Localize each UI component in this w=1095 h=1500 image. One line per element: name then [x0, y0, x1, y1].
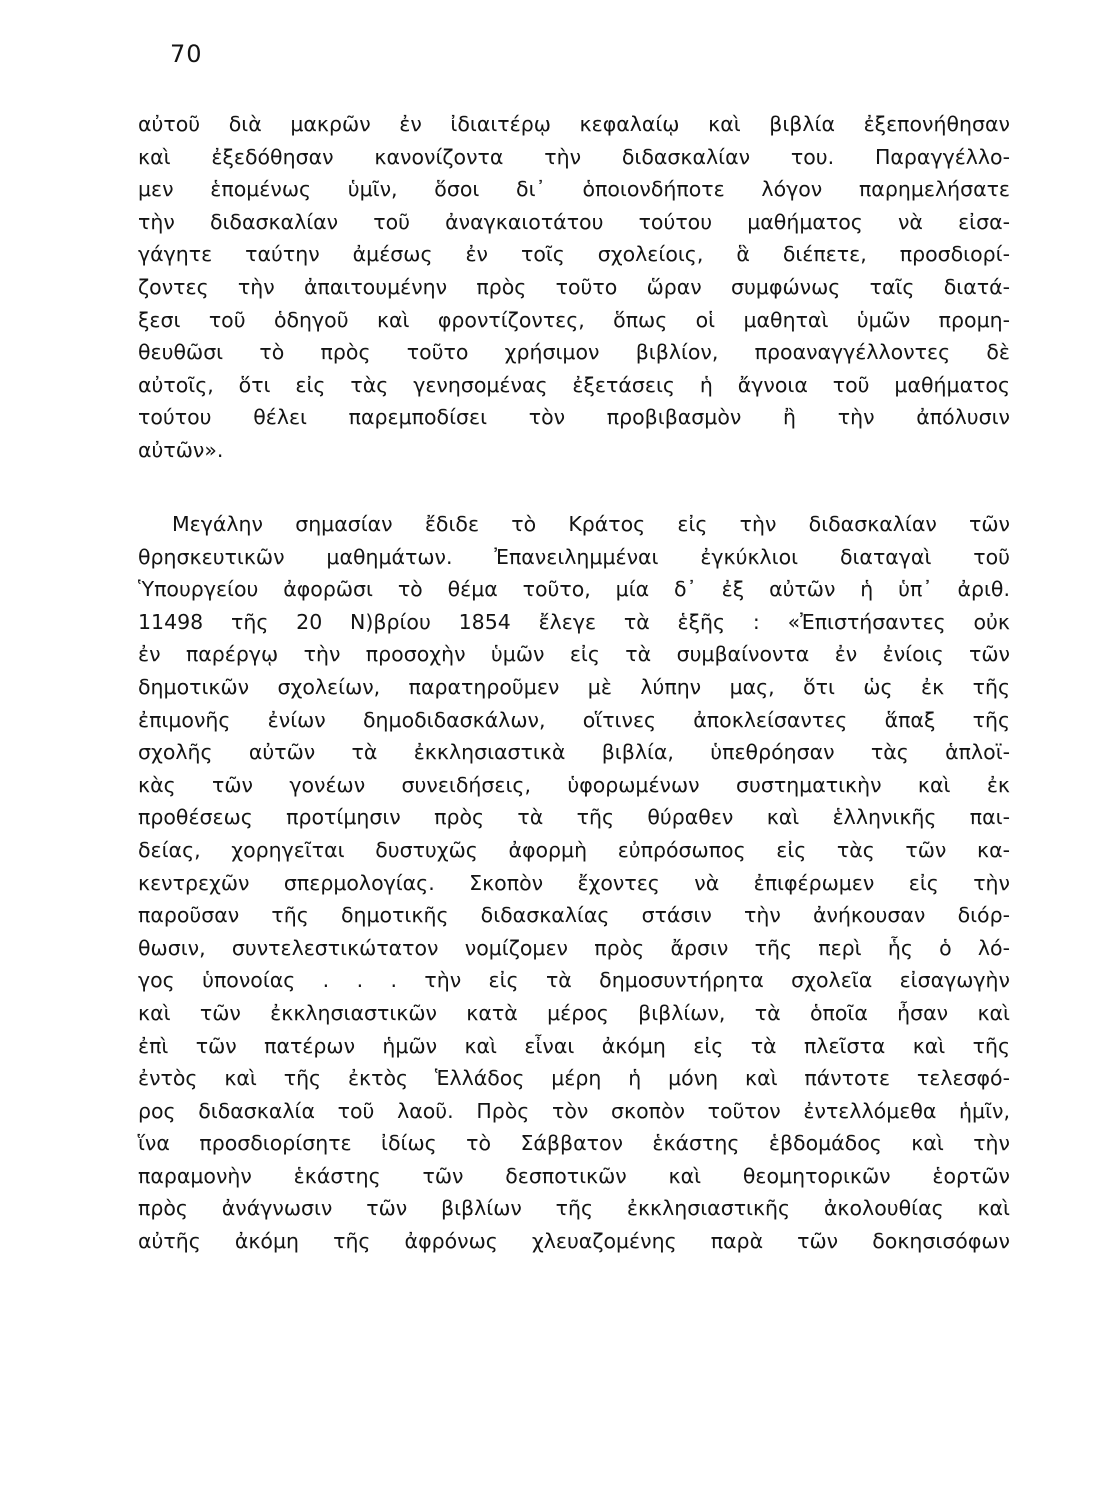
- text-line: ζοντες τὴν ἀπαιτουμένην πρὸς τοῦτο ὥραν συμφώνως ταῖς διατά-: [138, 274, 1010, 299]
- text-line: αὐτοῦ διὰ μακρῶν ἐν ἰδιαιτέρῳ κεφαλαίῳ καὶ βιβλία ἐξεπονήθησαν: [138, 112, 1010, 136]
- text-line: γος ὑπονοίας . . . τὴν εἰς τὰ δημοσυντήρητα σχολεῖα εἰσαγωγὴν: [138, 968, 1010, 993]
- text-line: τούτου θέλει παρεμποδίσει τὸν προβιβασμὸν ἢ τὴν ἀπόλυσιν: [138, 405, 1010, 430]
- text-line: θρησκευτικῶν μαθημάτων. Ἐπανειλημμέναι ἐγκύκλιοι διαταγαὶ τοῦ: [138, 544, 1010, 569]
- text-line: ρος διδασκαλία τοῦ λαοῦ. Πρὸς τὸν σκοπὸν τοῦτον ἐντελλόμεθα ἡμῖν,: [138, 1098, 1010, 1123]
- text-line: προθέσεως προτίμησιν πρὸς τὰ τῆς θύραθεν καὶ ἑλληνικῆς παι-: [138, 805, 1010, 830]
- text-line: καὶ τῶν ἐκκλησιαστικῶν κατὰ μέρος βιβλίων, τὰ ὁποῖα ἦσαν καὶ: [138, 1000, 1010, 1025]
- text-line: θευθῶσι τὸ πρὸς τοῦτο χρήσιμον βιβλίον, προαναγγέλλοντες δὲ: [138, 340, 1010, 365]
- text-line: ἐν παρέργῳ τὴν προσοχὴν ὑμῶν εἰς τὰ συμβαίνοντα ἐν ἐνίοις τῶν: [138, 642, 1010, 667]
- paragraph-1: [138, 108, 1010, 467]
- text-line: αὐτῶν».: [138, 437, 224, 462]
- text-line: μεν ἑπομένως ὑμῖν, ὅσοι δι᾿ ὁποιονδήποτε λόγον παρημελήσατε: [138, 177, 1010, 202]
- text-line: ἵνα προσδιορίσητε ἰδίως τὸ Σάββατον ἑκάστης ἑβδομάδος καὶ τὴν: [138, 1131, 1010, 1156]
- page-number: 70: [170, 40, 203, 68]
- paragraph-2: [138, 508, 1010, 1258]
- text-line: παροῦσαν τῆς δημοτικῆς διδασκαλίας στάσιν τὴν ἀνήκουσαν διόρ-: [138, 903, 1010, 928]
- text-line: τὴν διδασκαλίαν τοῦ ἀναγκαιοτάτου τούτου μαθήματος νὰ εἰσα-: [138, 209, 1010, 234]
- text-line: ἐπιμονῆς ἐνίων δημοδιδασκάλων, οἵτινες ἀποκλείσαντες ἅπαξ τῆς: [138, 707, 1010, 732]
- text-line: Μεγάλην σημασίαν ἔδιδε τὸ Κράτος εἰς τὴν διδασκαλίαν τῶν: [172, 512, 1010, 536]
- text-line: καὶ ἐξεδόθησαν κανονίζοντα τὴν διδασκαλίαν του. Παραγγέλλο-: [138, 144, 1010, 169]
- text-line: ἐπὶ τῶν πατέρων ἡμῶν καὶ εἶναι ἀκόμη εἰς τὰ πλεῖστα καὶ τῆς: [138, 1033, 1010, 1058]
- text-line: γάγητε ταύτην ἀμέσως ἐν τοῖς σχολείοις, ἃ διέπετε, προσδιορί-: [138, 242, 1010, 267]
- text-line: κεντρεχῶν σπερμολογίας. Σκοπὸν ἔχοντες νὰ ἐπιφέρωμεν εἰς τὴν: [138, 870, 1010, 895]
- text-line: ξεσι τοῦ ὁδηγοῦ καὶ φροντίζοντες, ὅπως οἱ μαθηταὶ ὑμῶν προμη-: [138, 307, 1010, 332]
- text-line: σχολῆς αὐτῶν τὰ ἐκκλησιαστικὰ βιβλία, ὑπεθρόησαν τὰς ἁπλοϊ-: [138, 740, 1010, 765]
- text-line: θωσιν, συντελεστικώτατον νομίζομεν πρὸς ἄρσιν τῆς περὶ ἧς ὁ λό-: [138, 935, 1010, 960]
- text-line: παραμονὴν ἑκάστης τῶν δεσποτικῶν καὶ θεομητορικῶν ἑορτῶν: [138, 1163, 1010, 1188]
- text-line: κὰς τῶν γονέων συνειδήσεις, ὑφορωμένων συστηματικὴν καὶ ἐκ: [138, 772, 1010, 797]
- text-line: Ὑπουργείου ἀφορῶσι τὸ θέμα τοῦτο, μία δ᾿ ἐξ αὐτῶν ἡ ὑπ᾿ ἀριθ.: [138, 577, 1010, 602]
- text-line: 11498 τῆς 20 Ν)βρίου 1854 ἔλεγε τὰ ἑξῆς : «Ἐπιστήσαντες οὐκ: [138, 609, 1010, 634]
- text-line: ἐντὸς καὶ τῆς ἐκτὸς Ἑλλάδος μέρη ἡ μόνη καὶ πάντοτε τελεσφό-: [138, 1066, 1010, 1091]
- text-line: δείας, χορηγεῖται δυστυχῶς ἀφορμὴ εὐπρόσωπος εἰς τὰς τῶν κα-: [138, 837, 1010, 862]
- text-line: δημοτικῶν σχολείων, παρατηροῦμεν μὲ λύπην μας, ὅτι ὡς ἐκ τῆς: [138, 674, 1010, 699]
- text-line: πρὸς ἀνάγνωσιν τῶν βιβλίων τῆς ἐκκλησιαστικῆς ἀκολουθίας καὶ: [138, 1196, 1010, 1221]
- text-line: αὐτῆς ἀκόμη τῆς ἀφρόνως χλευαζομένης παρὰ τῶν δοκησισόφων: [138, 1229, 1010, 1254]
- text-line: αὐτοῖς, ὅτι εἰς τὰς γενησομένας ἐξετάσεις ἡ ἄγνοια τοῦ μαθήματος: [138, 372, 1010, 397]
